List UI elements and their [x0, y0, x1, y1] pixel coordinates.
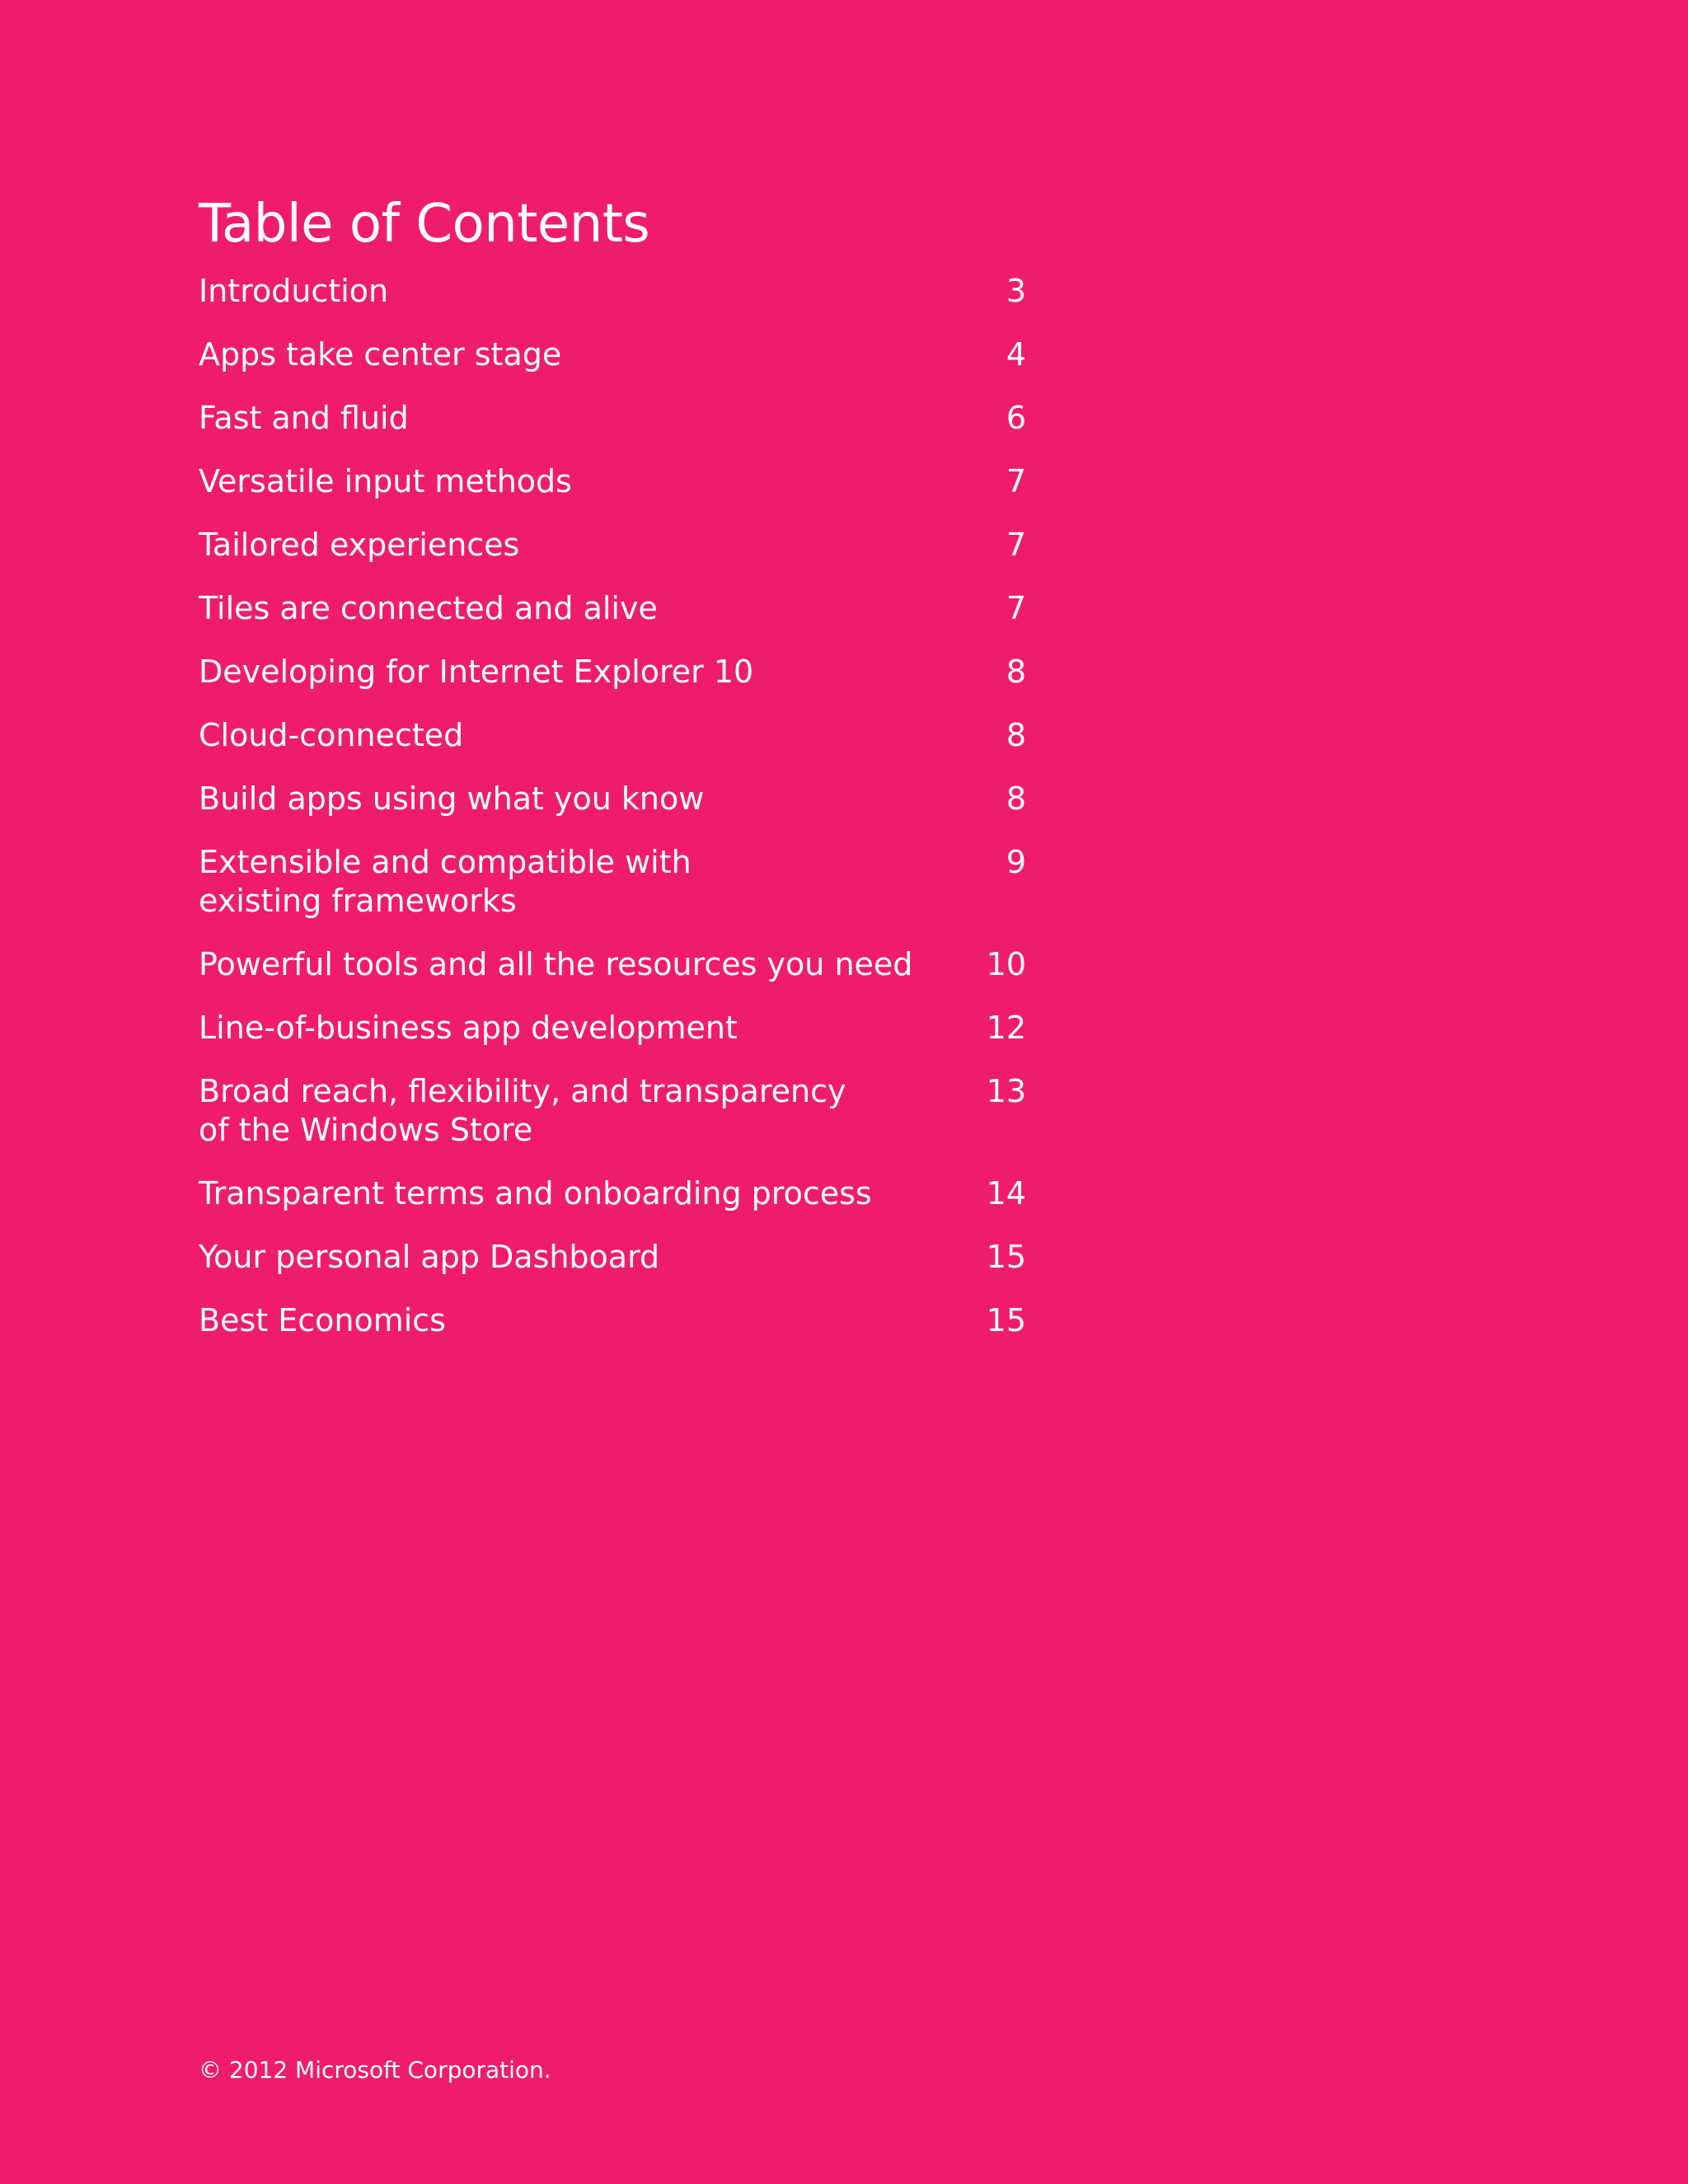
toc-entry[interactable]: [199, 335, 1026, 374]
toc-entry-page: 10: [986, 946, 1026, 982]
toc-entry-label: Introduction: [199, 273, 389, 309]
toc-entry[interactable]: [199, 399, 1026, 438]
toc-entry-label: Versatile input methods: [199, 463, 572, 499]
toc-entry-page: 15: [986, 1239, 1026, 1275]
toc-entry-page: 15: [986, 1302, 1026, 1338]
toc-entry[interactable]: [199, 945, 1026, 984]
toc-entry-page: 4: [1006, 336, 1026, 373]
toc-entry-page: 8: [1006, 717, 1026, 753]
toc-entry[interactable]: [199, 1009, 1026, 1047]
toc-entry-label: Broad reach, flexibility, and transparency of the Windows Store: [199, 1073, 846, 1148]
toc-entry-label: Best Economics: [199, 1302, 446, 1338]
table-of-contents: [199, 272, 1026, 1365]
page-title: Table of Contents: [199, 194, 650, 255]
toc-entry-page: 3: [1006, 273, 1026, 309]
toc-entry-page: 7: [1006, 527, 1026, 563]
toc-entry-label: Developing for Internet Explorer 10: [199, 654, 754, 690]
toc-entry-page: 13: [986, 1073, 1026, 1109]
toc-entry-page: 9: [1006, 844, 1026, 880]
toc-entry-label: Extensible and compatible with existing frameworks: [199, 844, 692, 919]
toc-entry-page: 8: [1006, 654, 1026, 690]
toc-entry[interactable]: [199, 843, 1026, 921]
toc-entry-page: 14: [986, 1175, 1026, 1212]
toc-entry-page: 8: [1006, 780, 1026, 817]
toc-entry[interactable]: [199, 1301, 1026, 1340]
toc-entry-label: Tiles are connected and alive: [199, 590, 658, 626]
toc-entry-label: Fast and fluid: [199, 400, 409, 436]
toc-entry-label: Cloud-connected: [199, 717, 464, 753]
toc-entry-label: Line-of-business app development: [199, 1010, 738, 1046]
toc-entry-page: 12: [986, 1010, 1026, 1046]
toc-entry-page: 7: [1006, 463, 1026, 499]
toc-entry[interactable]: [199, 462, 1026, 501]
toc-entry[interactable]: [199, 716, 1026, 755]
toc-entry-page: 7: [1006, 590, 1026, 626]
toc-entry-label: Apps take center stage: [199, 336, 562, 373]
toc-entry-label: Transparent terms and onboarding process: [199, 1175, 872, 1212]
toc-entry[interactable]: [199, 653, 1026, 691]
toc-entry-label: Your personal app Dashboard: [199, 1239, 660, 1275]
toc-entry[interactable]: [199, 1238, 1026, 1277]
toc-entry[interactable]: [199, 1174, 1026, 1213]
copyright-footer: © 2012 Microsoft Corporation.: [199, 2056, 551, 2083]
toc-entry[interactable]: [199, 1072, 1026, 1150]
toc-entry[interactable]: [199, 272, 1026, 311]
toc-entry[interactable]: [199, 780, 1026, 818]
toc-entry-page: 6: [1006, 400, 1026, 436]
toc-entry-label: Tailored experiences: [199, 527, 520, 563]
toc-entry-label: Build apps using what you know: [199, 780, 705, 817]
toc-entry-label: Powerful tools and all the resources you need: [199, 946, 913, 982]
toc-entry[interactable]: [199, 589, 1026, 628]
toc-entry[interactable]: [199, 526, 1026, 565]
